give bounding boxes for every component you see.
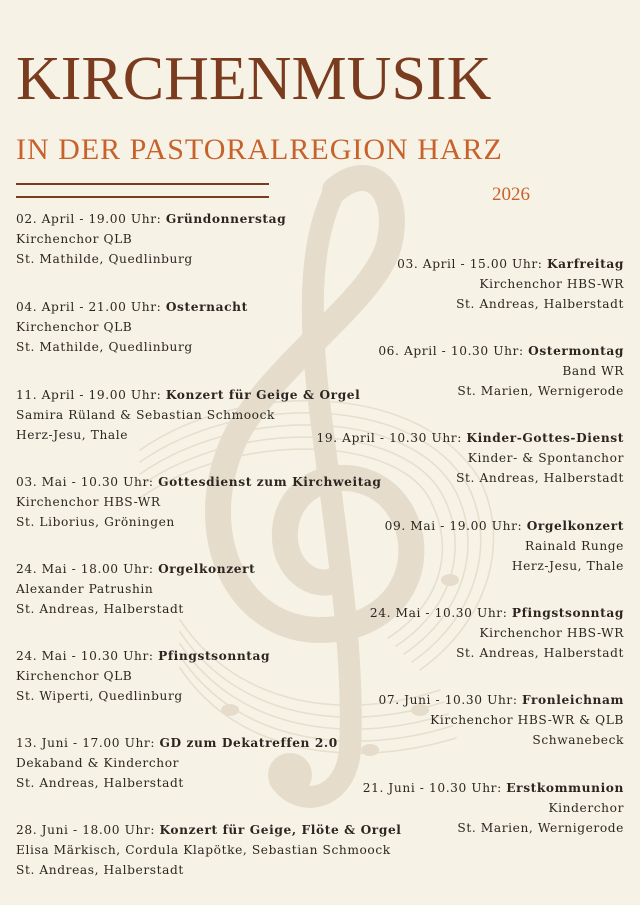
event-name: Pfingstsonntag [158, 649, 271, 663]
event-date: 24. Mai - 10.30 Uhr: [369, 606, 512, 620]
event-name: Konzert für Geige & Orgel [165, 388, 361, 402]
event-location: St. Andreas, Halberstadt [456, 297, 624, 311]
event-item [16, 733, 338, 793]
event-item [16, 297, 248, 357]
event-name: Kinder-Gottes-Dienst [466, 431, 624, 445]
event-item [378, 341, 624, 401]
event-location: St. Andreas, Halberstadt [16, 776, 184, 790]
event-location: St. Mathilde, Quedlinburg [16, 252, 193, 266]
event-name: Orgelkonzert [158, 562, 256, 576]
event-performer: Kirchenchor HBS-WR [479, 626, 624, 640]
event-item [379, 690, 625, 750]
event-date: 11. April - 19.00 Uhr: [16, 388, 166, 402]
event-date: 03. Mai - 10.30 Uhr: [16, 475, 159, 489]
event-location: St. Wiperti, Quedlinburg [16, 689, 183, 703]
event-performer: Dekaband & Kinderchor [16, 756, 180, 770]
page-title: KIRCHENMUSIK [16, 45, 492, 113]
event-item [370, 603, 624, 663]
event-performer: Kirchenchor QLB [16, 232, 133, 246]
event-date: 21. Juni - 10.30 Uhr: [362, 781, 507, 795]
event-name: GD zum Dekatreffen 2.0 [159, 736, 338, 750]
event-location: St. Andreas, Halberstadt [16, 602, 184, 616]
event-location: St. Liborius, Gröningen [16, 515, 175, 529]
event-performer: Kirchenchor QLB [16, 669, 133, 683]
event-location: St. Mathilde, Quedlinburg [16, 340, 193, 354]
event-location: Herz-Jesu, Thale [16, 428, 129, 442]
event-location: St. Marien, Wernigerode [457, 384, 624, 398]
event-performer: Rainald Runge [525, 539, 624, 553]
year-label: 2026 [492, 184, 530, 205]
event-performer: Kirchenchor HBS-WR & QLB [430, 713, 624, 727]
event-name: Osternacht [165, 300, 248, 314]
event-date: 13. Juni - 17.00 Uhr: [16, 736, 160, 750]
divider-top [16, 183, 269, 185]
event-name: Konzert für Geige, Flöte & Orgel [159, 823, 402, 837]
event-name: Ostermontag [528, 344, 624, 358]
event-date: 19. April - 10.30 Uhr: [316, 431, 467, 445]
event-location: St. Andreas, Halberstadt [456, 471, 624, 485]
event-performer: Band WR [562, 364, 624, 378]
event-date: 03. April - 15.00 Uhr: [397, 257, 547, 271]
event-name: Karfreitag [546, 257, 624, 271]
page-subtitle: IN DER PASTORALREGION HARZ [16, 133, 503, 166]
event-performer: Kirchenchor HBS-WR [479, 277, 624, 291]
event-performer: Kirchenchor QLB [16, 320, 133, 334]
event-location: Schwanebeck [532, 733, 624, 747]
event-item [16, 209, 286, 269]
event-location: St. Marien, Wernigerode [457, 821, 624, 835]
event-item [16, 820, 402, 880]
event-date: 24. Mai - 18.00 Uhr: [16, 562, 159, 576]
event-date: 24. Mai - 10.30 Uhr: [16, 649, 159, 663]
event-date: 07. Juni - 10.30 Uhr: [378, 693, 522, 707]
event-date: 28. Juni - 18.00 Uhr: [16, 823, 160, 837]
divider-bottom [16, 196, 269, 198]
event-name: Gottesdienst zum Kirchweitag [158, 475, 382, 489]
event-name: Erstkommunion [506, 781, 624, 795]
event-performer: Kinder- & Spontanchor [467, 451, 624, 465]
event-performer: Alexander Patrushin [16, 582, 154, 596]
event-date: 06. April - 10.30 Uhr: [378, 344, 529, 358]
event-item [317, 428, 624, 488]
event-location: St. Andreas, Halberstadt [16, 863, 184, 877]
event-performer: Elisa Märkisch, Cordula Klapötke, Sebastian Schmoock [16, 843, 391, 857]
event-date: 04. April - 21.00 Uhr: [16, 300, 166, 314]
event-item [385, 516, 624, 576]
event-name: Fronleichnam [522, 693, 624, 707]
event-performer: Samira Rüland & Sebastian Schmoock [16, 408, 276, 422]
event-name: Orgelkonzert [526, 519, 624, 533]
event-date: 02. April - 19.00 Uhr: [16, 212, 166, 226]
event-location: St. Andreas, Halberstadt [456, 646, 624, 660]
event-item [16, 559, 255, 619]
event-item [16, 646, 270, 706]
event-name: Gründonnerstag [165, 212, 287, 226]
event-performer: Kinderchor [548, 801, 624, 815]
event-item [363, 778, 624, 838]
event-location: Herz-Jesu, Thale [511, 559, 624, 573]
event-performer: Kirchenchor HBS-WR [16, 495, 161, 509]
event-name: Pfingstsonntag [511, 606, 624, 620]
event-item [397, 254, 624, 314]
event-item [16, 385, 360, 445]
event-date: 09. Mai - 19.00 Uhr: [384, 519, 527, 533]
